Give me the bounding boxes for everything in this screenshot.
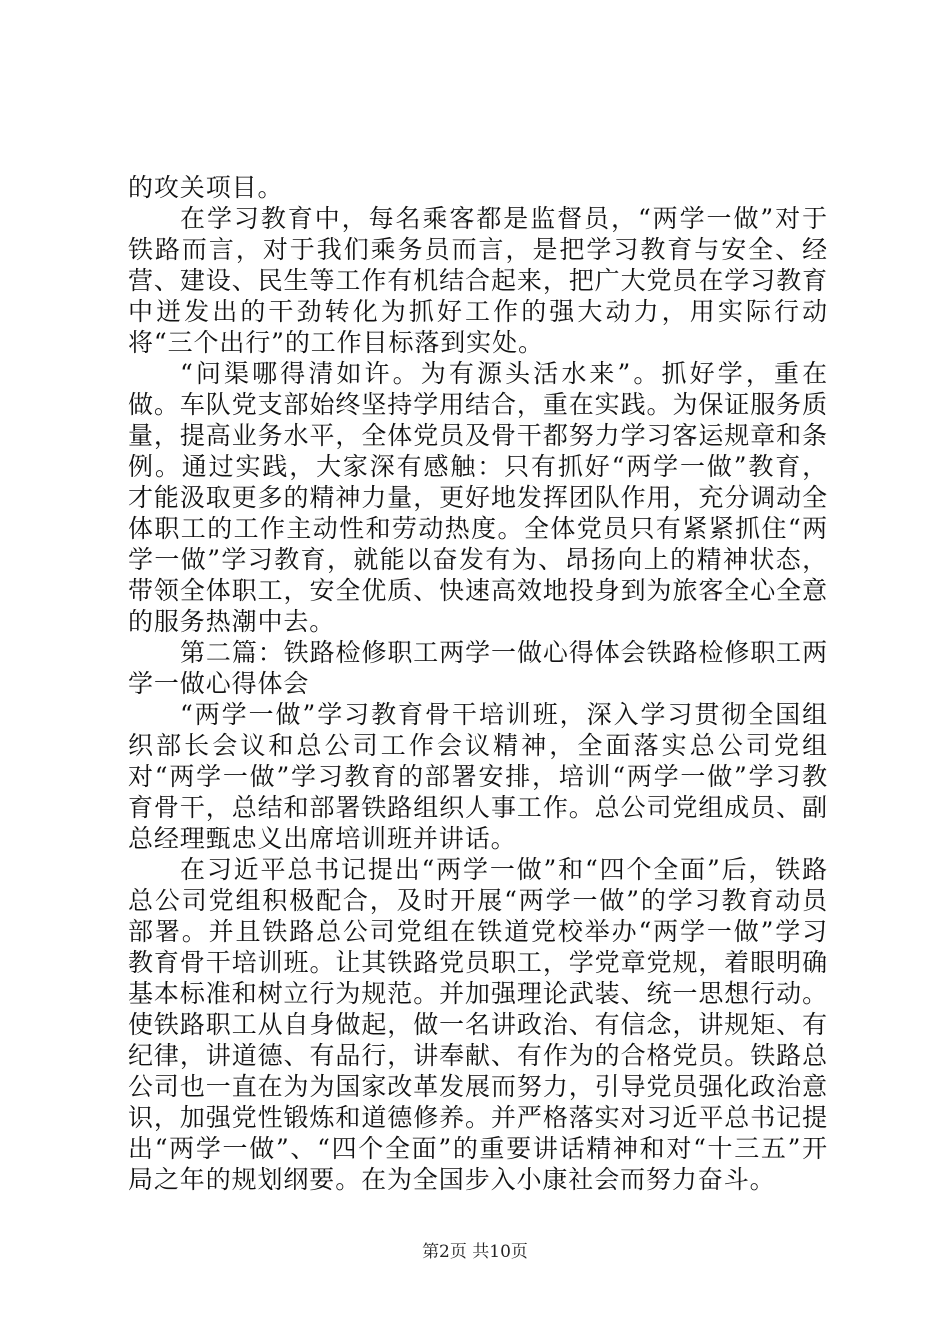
page-number-footer: 第2页 共10页 (422, 1242, 528, 1262)
section-heading: 第二篇：铁路检修职工两学一做心得体会铁路检修职工两学一做心得体会 (128, 638, 828, 698)
document-body (128, 172, 828, 1195)
paragraph-3: “问渠哪得清如许。为有源头活水来”。抓好学，重在做。车队党支部始终坚持学用结合，重在实践。为保证服务质量，提高业务水平，全体党员及骨干都努力学习客运规章和条例。通过实践，大家深有感触：只有抓好“两学一做”教育，才能汲取更多的精神力量，更好地发挥团队作用，充分调动全体职工的工作主动性和劳动热度。全体党员只有紧紧抓住“两学一做”学习教育，就能以奋发有为、昂扬向上的精神状态，带领全体职工，安全优质、快速高效地投身到为旅客全心全意的服务热潮中去。 (128, 359, 828, 636)
paragraph-5: 在习近平总书记提出“两学一做”和“四个全面”后，铁路总公司党组积极配合，及时开展“两学一做”的学习教育动员部署。并且铁路总公司党组在铁道党校举办“两学一做”学习教育骨干培训班。让其铁路党员职工，学党章党规，着眼明确基本标准和树立行为规范。并加强理论武装、统一思想行动。使铁路职工从自身做起，做一名讲政治、有信念，讲规矩、有纪律，讲道德、有品行，讲奉献、有作为的合格党员。铁路总公司也一直在为为国家改革发展而努力，引导党员强化政治意识，加强党性锻炼和道德修养。并严格落实对习近平总书记提出“两学一做”、“四个全面”的重要讲话精神和对“十三五”开局之年的规划纲要。在为全国步入小康社会而努力奋斗。 (128, 855, 828, 1194)
paragraph-1: 的攻关项目。 (128, 173, 284, 202)
paragraph-4: “两学一做”学习教育骨干培训班，深入学习贯彻全国组织部长会议和总公司工作会议精神，全面落实总公司党组对“两学一做”学习教育的部署安排，培训“两学一做”学习教育骨干，总结和部署铁路组织人事工作。总公司党组成员、副总经理甄忠义出席培训班并讲话。 (128, 700, 828, 853)
paragraph-2: 在学习教育中，每名乘客都是监督员，“两学一做”对于铁路而言，对于我们乘务员而言，是把学习教育与安全、经营、建设、民生等工作有机结合起来，把广大党员在学习教育中迸发出的干劲转化为抓好工作的强大动力，用实际行动将“三个出行”的工作目标落到实处。 (128, 204, 828, 357)
